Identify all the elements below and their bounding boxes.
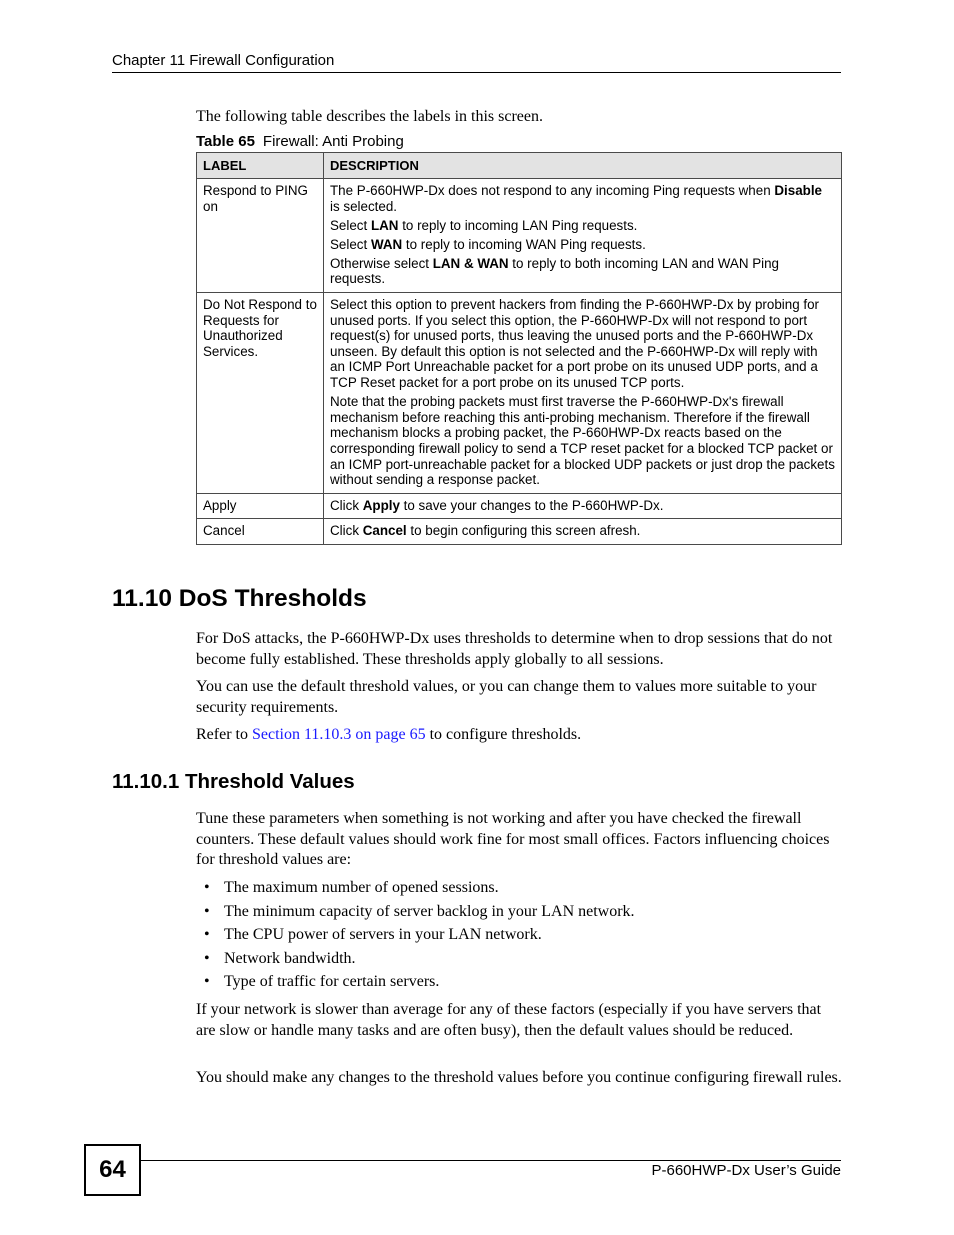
table-caption [196,133,404,151]
description-text: Select [330,236,371,252]
description-text: Select this option to prevent hackers from finding the P-660HWP-Dx by probing for unused ports. If you select this option, the P-660HWP-Dx will not respond to port request(s) for unused ports, thus leaving the unused ports and the P-660HWP-Dx unseen. By default this option is not selected and the P-660HWP-Dx will reply with an ICMP Port Unreachable packet for a port probe on its unused UDP ports, and a TCP Reset packet for a port probe on its unused TCP ports. [330,297,819,391]
section-heading: 11.10 DoS Thresholds [112,585,367,612]
table-body [197,179,842,545]
label-column-header: LABEL [197,153,324,179]
description-text: to reply to incoming LAN Ping requests. [398,217,638,233]
bullet-marker: • [204,949,210,967]
section-paragraph: You can use the default threshold values, or you can change them to values more suitable to your security requirements. [196,678,817,716]
description-paragraph [330,523,835,539]
subsection-paragraph: If your network is slower than average for any of these factors (especially if you have servers that are slow or handle many tasks and are often busy), then the default values should be reduced. [196,1001,822,1039]
table-row [197,519,842,545]
bullet-marker: • [204,902,210,920]
bold-term: LAN & WAN [432,255,509,271]
section-paragraph-refer [196,725,842,746]
subsection-heading: 11.10.1 Threshold Values [112,770,355,793]
row-description [324,293,842,494]
row-description [324,179,842,293]
section-paragraph: For DoS attacks, the P-660HWP-Dx uses thresholds to determine when to drop sessions that do not become fully established. These thresholds apply globally to all sessions. [196,630,833,668]
description-text: Click [330,497,363,513]
table-header-row [197,153,842,179]
description-paragraph [330,218,835,234]
table-row [197,293,842,494]
row-label: Cancel [197,519,324,545]
description-paragraph [330,498,835,514]
description-text: The P-660HWP-Dx does not respond to any incoming Ping requests when [330,183,775,198]
refer-text-after: to configure thresholds. [425,726,582,743]
bullet-marker: • [204,973,210,990]
description-paragraph [330,237,835,253]
running-header: Chapter 11 Firewall Configuration [112,52,841,73]
description-text: to save your changes to the P-660HWP-Dx. [399,497,664,513]
description-text: Click [330,523,363,539]
list-item-text: The CPU power of servers in your LAN network. [224,926,542,943]
bullet-marker: • [204,879,210,896]
footer-rule [140,1160,841,1161]
list-item-text: Network bandwidth. [224,949,356,967]
list-item [204,925,635,949]
table-intro: The following table describes the labels in this screen. [196,108,544,125]
description-text: Select [330,217,371,233]
description-text: to begin configuring this screen afresh. [406,523,641,539]
table-caption-number: Table 65 [196,133,255,150]
bold-term: Disable [774,183,822,198]
list-item-text: The minimum capacity of server backlog in your LAN network. [224,902,635,920]
description-column-header: DESCRIPTION [324,153,842,179]
description-text: to reply to both incoming LAN and WAN Ping requests. [330,255,780,287]
factor-list [204,878,635,996]
table-row [197,179,842,293]
list-item-text: The maximum number of opened sessions. [224,879,499,896]
list-item [204,902,635,926]
description-text: is selected. [330,198,397,214]
description-text: to reply to incoming WAN Ping requests. [402,236,646,252]
subsection-paragraph: Tune these parameters when something is not working and after you have checked the firewall counters. These default values should work fine for most small offices. Factors influencing choices for threshold values are: [196,810,830,868]
description-text: Note that the probing packets must first traverse the P-660HWP-Dx's firewall mechanism before reaching this anti-probing mechanism. Therefore if the firewall mechanism blocks a probing packet, the P-660HWP-Dx reacts based on the corresponding firewall policy to send a TCP reset packet for a blocked TCP packet or an ICMP port-unreachable packet for a blocked UDP packets or just drop the packets without sending a response packet. [330,394,835,488]
row-label: Respond to PING on [197,179,324,293]
bullet-marker: • [204,926,210,943]
guide-title: P-660HWP-Dx User’s Guide [651,1162,841,1179]
refer-text-before: Refer to [196,726,252,743]
bold-term: LAN [370,217,399,233]
description-paragraph [330,394,835,488]
row-label: Apply [197,493,324,519]
row-label: Do Not Respond to Requests for Unauthorized Services. [197,293,324,494]
description-paragraph [330,297,835,391]
bold-term: Apply [362,497,400,513]
description-paragraph [330,256,835,287]
page-number: 64 [84,1144,141,1196]
list-item [204,972,635,996]
description-paragraph [330,183,835,214]
list-item [204,949,635,973]
subsection-paragraph: You should make any changes to the threshold values before you continue configuring firewall rules. [196,1069,842,1086]
section-cross-reference-link[interactable]: Section 11.10.3 on page 65 [251,726,426,743]
row-description [324,519,842,545]
list-item [204,878,635,902]
list-item-text: Type of traffic for certain servers. [224,973,440,990]
bold-term: WAN [370,236,403,252]
description-text: Otherwise select [330,255,433,271]
bold-term: Cancel [362,523,407,539]
table-caption-title: Firewall: Anti Probing [262,133,404,150]
table-row [197,493,842,519]
row-description [324,493,842,519]
anti-probing-table [196,152,842,545]
